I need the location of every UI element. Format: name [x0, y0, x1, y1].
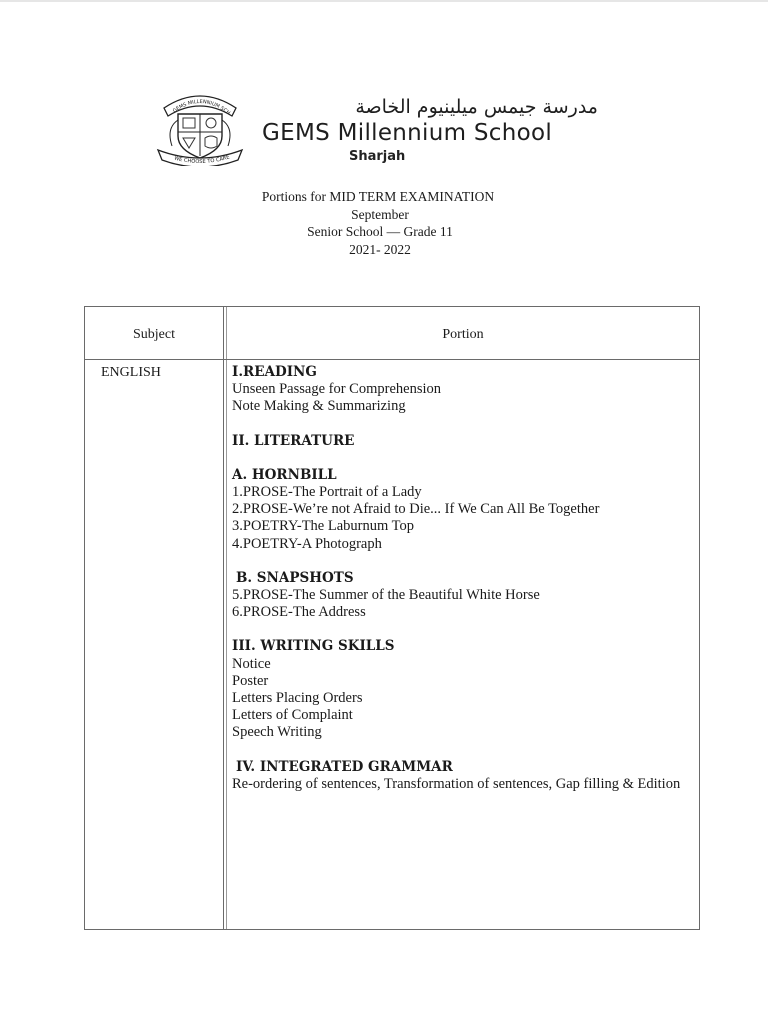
portion-item: Note Making & Summarizing [232, 398, 406, 415]
section-heading: III. WRITING SKILLS [232, 638, 395, 655]
header-portion: Portion [442, 327, 484, 342]
exam-year: 2021- 2022 [349, 241, 411, 257]
section-snapshots [232, 570, 697, 622]
exam-title-block [200, 188, 560, 258]
section-writing-skills [232, 638, 697, 741]
crest-top-text: GEMS MILLENNIUM SCH [171, 98, 232, 117]
section-heading: IV. INTEGRATED GRAMMAR [236, 758, 453, 775]
section-integrated-grammar [232, 759, 697, 793]
section-heading: A. HORNBILL [232, 466, 337, 483]
section-heading: I.READING [232, 364, 317, 380]
portion-item: Letters Placing Orders [232, 690, 363, 707]
crest-motto-text: WE CHOOSE TO CARE [173, 154, 231, 166]
subject-cell-english: ENGLISH [101, 365, 161, 380]
portion-item: 4.POETRY-A Photograph [232, 535, 382, 552]
school-city: Sharjah [349, 149, 406, 164]
header-subject: Subject [133, 327, 175, 342]
school-name-arabic: مدرسة جيمس ميلينيوم الخاصة [355, 96, 598, 118]
exam-month: September [351, 206, 409, 222]
portion-item: Re-ordering of sentences, Transformation of sentences, Gap filling & Edition [232, 775, 681, 792]
portion-item: 1.PROSE-The Portrait of a Lady [232, 484, 422, 501]
section-heading: II. LITERATURE [232, 432, 355, 449]
scan-edge [0, 0, 768, 2]
portion-item: Poster [232, 672, 269, 689]
portion-item: 5.PROSE-The Summer of the Beautiful White Horse [232, 587, 540, 604]
header-row-divider [85, 359, 699, 360]
section-hornbill [232, 467, 697, 553]
exam-level: Senior School — Grade 11 [307, 224, 453, 239]
portion-item: Unseen Passage for Comprehension [232, 381, 441, 398]
section-reading [232, 364, 697, 416]
exam-title: Portions for MID TERM EXAMINATION [261, 189, 495, 204]
school-crest-icon [154, 86, 246, 166]
portion-item: Letters of Complaint [232, 707, 353, 724]
column-divider-inner [226, 307, 227, 929]
section-heading: B. SNAPSHOTS [236, 569, 354, 586]
school-name: GEMS Millennium School [262, 120, 553, 146]
portion-item: Speech Writing [232, 724, 322, 741]
portion-item: 2.PROSE-We’re not Afraid to Die... If We Can All Be Together [232, 501, 600, 518]
section-literature [232, 433, 697, 450]
column-divider [223, 307, 224, 929]
portion-item: 3.POETRY-The Laburnum Top [232, 518, 414, 535]
portion-table [84, 306, 700, 930]
portion-cell-english [232, 364, 697, 793]
portion-item: Notice [232, 655, 271, 672]
school-header [0, 80, 768, 180]
portion-item: 6.PROSE-The Address [232, 604, 366, 621]
